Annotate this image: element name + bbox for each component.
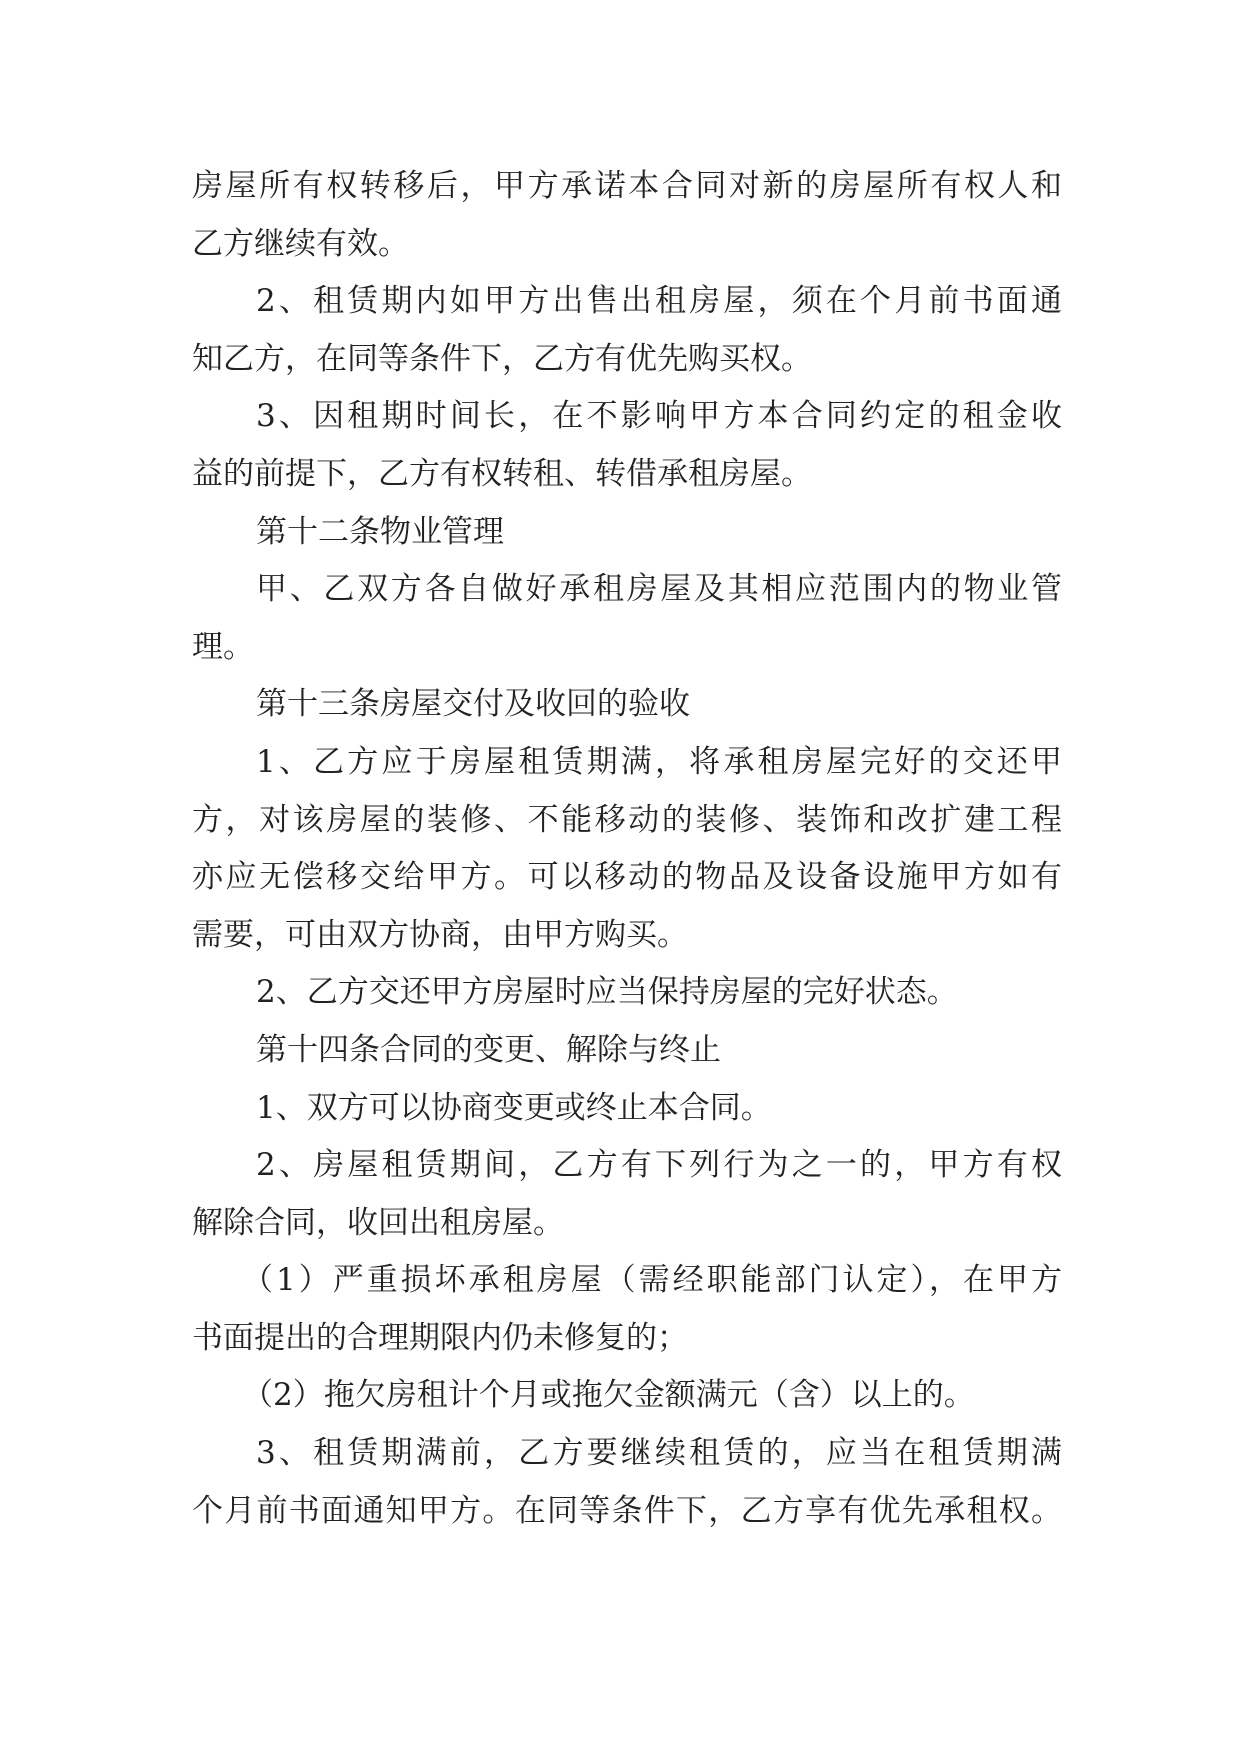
paragraph-line: 知乙方，在同等条件下，乙方有优先购买权。 [192,340,812,377]
paragraph-line: 2、租赁期内如甲方出售出租房屋，须在个月前书面通 [256,283,1062,320]
paragraph-line: 乙方继续有效。 [192,225,409,262]
paragraph-line: 2、房屋租赁期间，乙方有下列行为之一的，甲方有权 [256,1147,1062,1184]
paragraph-line: 房屋所有权转移后，甲方承诺本合同对新的房屋所有权人和 [192,168,1062,204]
paragraph-line: 1、双方可以协商变更或终止本合同。 [256,1089,772,1126]
paragraph-line: 3、租赁期满前，乙方要继续租赁的，应当在租赁期满 [256,1435,1062,1472]
paragraph-line: 方，对该房屋的装修、不能移动的装修、装饰和改扩建工程 [192,801,1062,838]
paragraph-line: 2、乙方交还甲方房屋时应当保持房屋的完好状态。 [256,974,958,1011]
document-body [192,158,1062,1540]
paragraph-line: 3、因租期时间长，在不影响甲方本合同约定的租金收 [256,398,1062,435]
paragraph-line: 个月前书面通知甲方。在同等条件下，乙方享有优先承租权。 [192,1492,1062,1529]
section-heading: 第十三条房屋交付及收回的验收 [256,686,690,723]
section-heading: 第十二条物业管理 [256,513,504,550]
paragraph-line: 需要，可由双方协商，由甲方购买。 [192,916,688,953]
paragraph-line: 书面提出的合理期限内仍未修复的； [192,1319,688,1356]
paragraph-line: （2）拖欠房租计个月或拖欠金额满元（含）以上的。 [242,1377,975,1414]
paragraph-line: 亦应无偿移交给甲方。可以移动的物品及设备设施甲方如有 [192,859,1062,896]
paragraph-line: 1、乙方应于房屋租赁期满，将承租房屋完好的交还甲 [256,743,1062,780]
paragraph-line: 理。 [192,628,254,665]
paragraph-line: 解除合同，收回出租房屋。 [192,1204,564,1241]
paragraph-line: 甲、乙双方各自做好承租房屋及其相应范围内的物业管 [256,571,1062,608]
paragraph-line: 益的前提下，乙方有权转租、转借承租房屋。 [192,455,812,492]
paragraph-line: （1）严重损坏承租房屋（需经职能部门认定），在甲方 [242,1262,1062,1299]
section-heading: 第十四条合同的变更、解除与终止 [256,1031,721,1068]
